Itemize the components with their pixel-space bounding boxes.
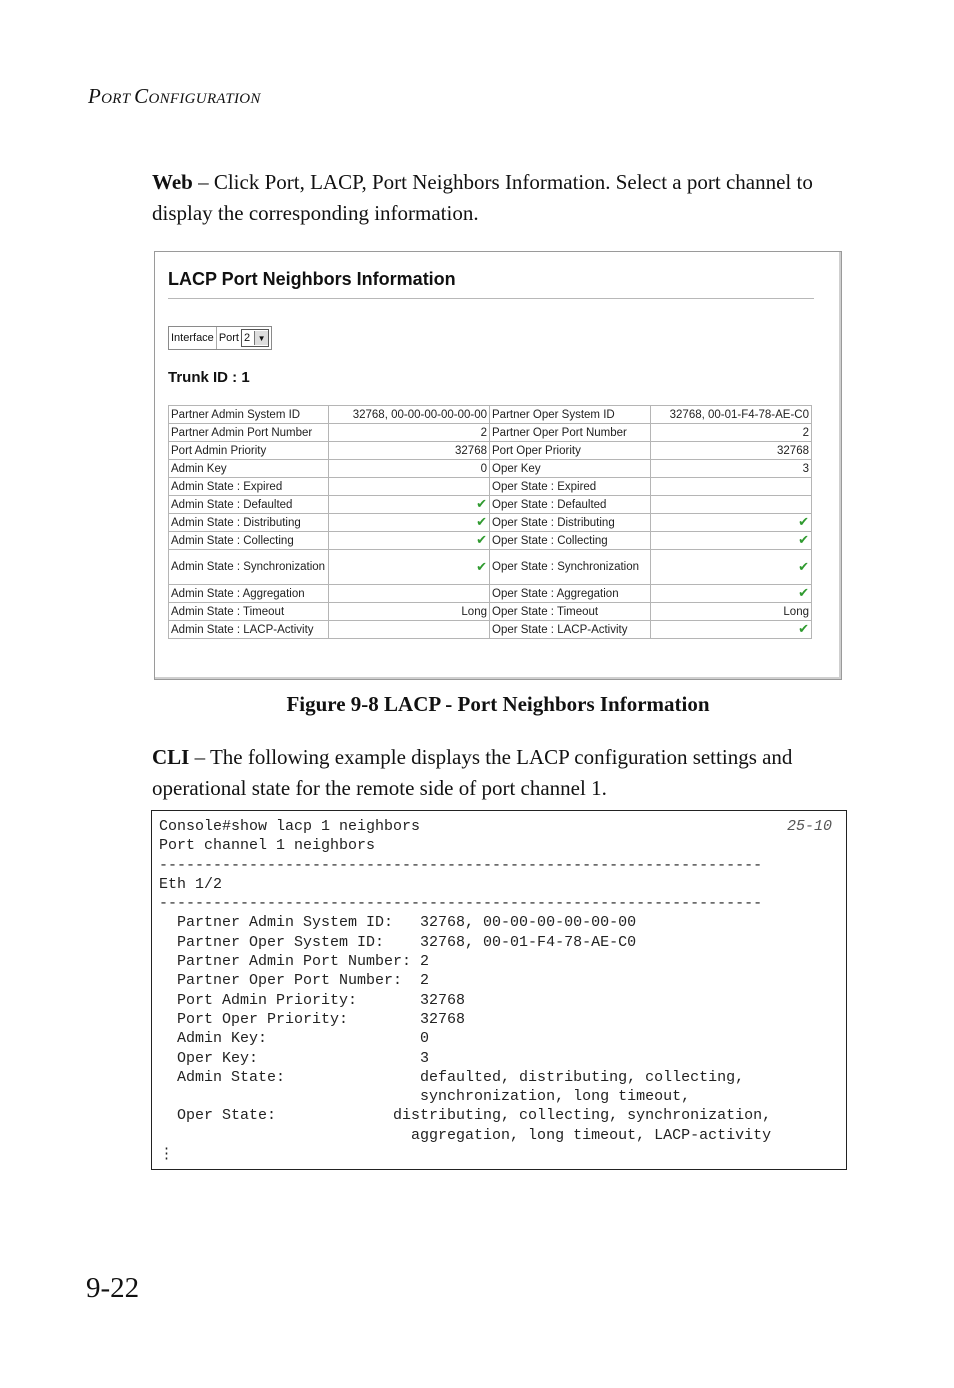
check-icon: ✔ [651, 514, 812, 532]
table-row [169, 585, 812, 603]
field-label: Admin State : LACP-Activity [169, 621, 329, 639]
field-label: Partner Oper System ID [490, 406, 651, 424]
field-value: 32768 [651, 442, 812, 460]
field-value [329, 585, 490, 603]
table-row [169, 550, 812, 585]
field-label: Admin State : Synchronization [169, 550, 329, 585]
running-header: PORT CONFIGURATION [88, 84, 261, 108]
interface-selector [168, 326, 272, 350]
field-value: 2 [329, 424, 490, 442]
field-value: 2 [651, 424, 812, 442]
chevron-down-icon[interactable]: ▼ [254, 331, 268, 345]
port-label: Port [218, 332, 239, 344]
field-label: Oper State : Synchronization [490, 550, 651, 585]
field-label: Oper State : Distributing [490, 514, 651, 532]
trunk-id: Trunk ID : 1 [168, 369, 250, 386]
field-label: Admin Key [169, 460, 329, 478]
field-value: 32768, 00-01-F4-78-AE-C0 [651, 406, 812, 424]
cli-text: – The following example displays the LACP configuration settings and operational state for the remote side of port channel 1. [152, 745, 793, 800]
check-icon: ✔ [651, 585, 812, 603]
field-label: Oper State : Collecting [490, 532, 651, 550]
title-divider [168, 298, 814, 299]
field-value: 32768 [329, 442, 490, 460]
table-row [169, 406, 812, 424]
check-icon: ✔ [651, 621, 812, 639]
cli-example [151, 810, 847, 1170]
check-icon: ✔ [329, 514, 490, 532]
field-value: Long [329, 603, 490, 621]
lacp-neighbors-screenshot [154, 251, 842, 680]
interface-label: Interface [169, 327, 217, 349]
field-label: Port Oper Priority [490, 442, 651, 460]
field-label: Partner Admin Port Number [169, 424, 329, 442]
field-label: Admin State : Timeout [169, 603, 329, 621]
field-label: Admin State : Distributing [169, 514, 329, 532]
field-value: 0 [329, 460, 490, 478]
table-row [169, 514, 812, 532]
field-label: Oper State : LACP-Activity [490, 621, 651, 639]
table-row [169, 478, 812, 496]
neighbors-table [168, 405, 812, 639]
field-label: Oper State : Aggregation [490, 585, 651, 603]
field-value [651, 478, 812, 496]
field-label: Partner Admin System ID [169, 406, 329, 424]
port-select[interactable] [241, 329, 269, 347]
table-row [169, 621, 812, 639]
field-label: Oper Key [490, 460, 651, 478]
page-number: 9-22 [86, 1272, 140, 1304]
field-value: 32768, 00-00-00-00-00-00 [329, 406, 490, 424]
table-row [169, 460, 812, 478]
table-row [169, 603, 812, 621]
field-value [651, 496, 812, 514]
check-icon: ✔ [329, 496, 490, 514]
field-label: Oper State : Expired [490, 478, 651, 496]
screenshot-title: LACP Port Neighbors Information [168, 269, 456, 289]
web-instructions [152, 167, 852, 229]
field-value: Long [651, 603, 812, 621]
field-label: Oper State : Defaulted [490, 496, 651, 514]
command-reference: 25-10 [786, 818, 832, 835]
check-icon: ✔ [651, 532, 812, 550]
cli-output: Console#show lacp 1 neighbors Port channel 1 neighbors ------------------------------------------------------------------- Eth 1/2 ------------------------------------------------------------------- Partner Admin System ID: 32768, 00-00-00-00-00-00 Partner Oper System ID: 32768, 00-01-F4-78-AE-C0 Partner Admin Port Number: 2 Partner Oper Port Number: 2 Port Admin Priority: 32768 Port Oper Priority: 32768 Admin Key: 0 Oper Key: 3 Admin State: defaulted, distributing, collecting, synchronization, long timeout, Oper State: distributing, collecting, synchronization, aggregation, long timeout, LACP-activity ⋮ [159, 818, 772, 1164]
port-cell [217, 327, 271, 349]
port-select-value: 2 [244, 332, 251, 344]
cli-instructions [152, 742, 852, 804]
field-value [329, 478, 490, 496]
field-label: Port Admin Priority [169, 442, 329, 460]
web-text: – Click Port, LACP, Port Neighbors Information. Select a port channel to display the corresponding information. [152, 170, 813, 225]
field-label: Oper State : Timeout [490, 603, 651, 621]
field-label: Admin State : Expired [169, 478, 329, 496]
table-row [169, 496, 812, 514]
field-label: Admin State : Aggregation [169, 585, 329, 603]
check-icon: ✔ [329, 550, 490, 585]
table-row [169, 442, 812, 460]
cli-label: CLI [152, 745, 190, 769]
check-icon: ✔ [329, 532, 490, 550]
field-label: Admin State : Defaulted [169, 496, 329, 514]
table-row [169, 424, 812, 442]
table-row [169, 532, 812, 550]
web-label: Web [152, 170, 193, 194]
field-label: Partner Oper Port Number [490, 424, 651, 442]
figure-caption: Figure 9-8 LACP - Port Neighbors Information [286, 692, 710, 716]
field-label: Admin State : Collecting [169, 532, 329, 550]
field-value [329, 621, 490, 639]
check-icon: ✔ [651, 550, 812, 585]
field-value: 3 [651, 460, 812, 478]
